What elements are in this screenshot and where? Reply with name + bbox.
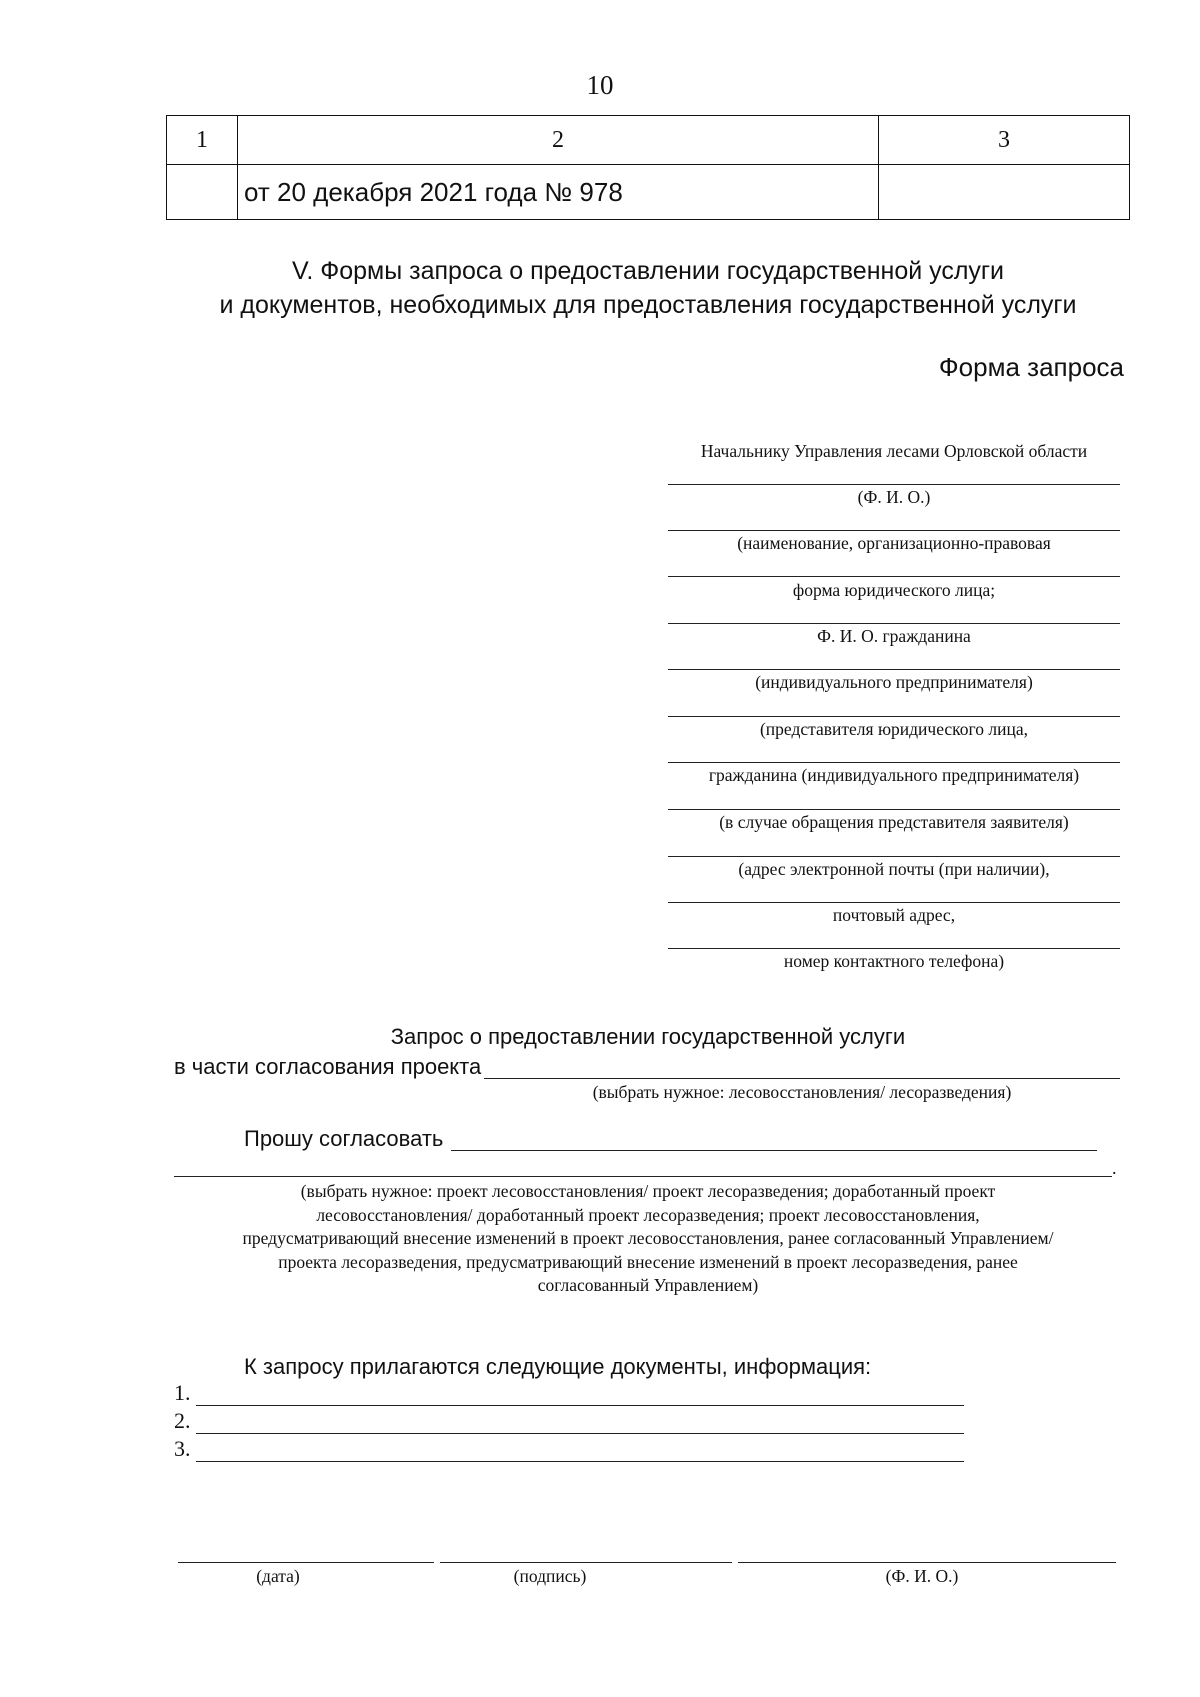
fill-line[interactable] bbox=[668, 856, 1120, 857]
ask-hint-line: проекта лесоразведения, предусматривающий внесение изменений в проект лесоразведения, ранее bbox=[278, 1251, 1018, 1272]
request-subject-prefix: в части согласования проекта bbox=[174, 1054, 482, 1079]
addressee-field: номер контактного телефона) bbox=[783, 951, 1005, 971]
page-number: 10 bbox=[586, 70, 614, 100]
attachment-number: 1. bbox=[174, 1380, 191, 1405]
addressee-field: гражданина (индивидуального предпринимателя) bbox=[708, 765, 1080, 785]
fill-line[interactable] bbox=[668, 530, 1120, 531]
addressee-field: (представителя юридического лица, bbox=[759, 719, 1029, 739]
addressee-field: (Ф. И. О.) bbox=[857, 487, 931, 507]
addressee-field: (индивидуального предпринимателя) bbox=[755, 672, 1033, 692]
ask-prefix: Прошу согласовать bbox=[244, 1126, 444, 1151]
attachment-fill-line[interactable] bbox=[196, 1461, 964, 1462]
attachment-fill-line[interactable] bbox=[196, 1405, 964, 1406]
fill-line[interactable] bbox=[668, 762, 1120, 763]
subject-fill-line[interactable] bbox=[484, 1078, 1120, 1079]
table-cell: 2 bbox=[238, 116, 879, 165]
addressee-field: (наименование, организационно-правовая bbox=[737, 533, 1051, 553]
form-label: Форма запроса bbox=[938, 352, 1124, 382]
addressee-field: форма юридического лица; bbox=[792, 580, 996, 600]
name-fill-line[interactable] bbox=[738, 1562, 1116, 1563]
section-heading-line1: V. Формы запроса о предоставлении государственной услуги bbox=[291, 257, 1005, 285]
name-label: (Ф. И. О.) bbox=[885, 1566, 959, 1586]
ask-fill-line-2[interactable] bbox=[174, 1176, 1112, 1177]
section-heading-line2: и документов, необходимых для предоставления государственной услуги bbox=[219, 291, 1077, 319]
table-cell bbox=[167, 165, 238, 220]
table-cell: 1 bbox=[167, 116, 238, 165]
fill-line[interactable] bbox=[668, 902, 1120, 903]
addressee-to: Начальнику Управления лесами Орловской области bbox=[700, 441, 1088, 461]
signature-fill-line[interactable] bbox=[440, 1562, 732, 1563]
table-cell: 3 bbox=[879, 116, 1130, 165]
fill-line[interactable] bbox=[668, 948, 1120, 949]
ask-hint bbox=[166, 1180, 1130, 1298]
attachment-number: 3. bbox=[174, 1436, 191, 1461]
addressee-field: Ф. И. О. гражданина bbox=[817, 626, 971, 646]
addressee-field: (в случае обращения представителя заявителя) bbox=[719, 812, 1069, 832]
ask-hint-line: (выбрать нужное: проект лесовосстановления/ проект лесоразведения; доработанный проект bbox=[300, 1181, 996, 1201]
ask-fill-line[interactable] bbox=[451, 1150, 1097, 1151]
ask-hint-line: предусматривающий внесение изменений в проект лесовосстановления, ранее согласованный Управлением/ bbox=[242, 1228, 1054, 1248]
attachment-number: 2. bbox=[174, 1408, 191, 1433]
fill-line[interactable] bbox=[668, 484, 1120, 485]
fill-line[interactable] bbox=[668, 809, 1120, 810]
fill-line[interactable] bbox=[668, 623, 1120, 624]
fill-line[interactable] bbox=[668, 669, 1120, 670]
addressee-block bbox=[668, 0, 1120, 1000]
ask-end-period: . bbox=[1112, 1158, 1117, 1178]
request-title: Запрос о предоставлении государственной услуги bbox=[390, 1024, 906, 1049]
ask-hint-line: согласованный Управлением) bbox=[537, 1275, 759, 1295]
fill-line[interactable] bbox=[668, 716, 1120, 717]
signature-label: (подпись) bbox=[513, 1566, 587, 1586]
attachments-title: К запросу прилагаются следующие документы, информация: bbox=[244, 1354, 872, 1379]
addressee-field: (адрес электронной почты (при наличии), bbox=[738, 859, 1050, 879]
subject-hint: (выбрать нужное: лесовосстановления/ лесоразведения) bbox=[592, 1082, 1012, 1102]
table-cell-document-ref: от 20 декабря 2021 года № 978 bbox=[238, 165, 879, 220]
addressee-field: почтовый адрес, bbox=[832, 905, 956, 925]
ask-hint-line: лесовосстановления/ доработанный проект лесоразведения; проект лесовосстановления, bbox=[316, 1204, 980, 1225]
attachment-fill-line[interactable] bbox=[196, 1433, 964, 1434]
date-label: (дата) bbox=[256, 1566, 300, 1586]
date-fill-line[interactable] bbox=[178, 1562, 434, 1563]
fill-line[interactable] bbox=[668, 576, 1120, 577]
